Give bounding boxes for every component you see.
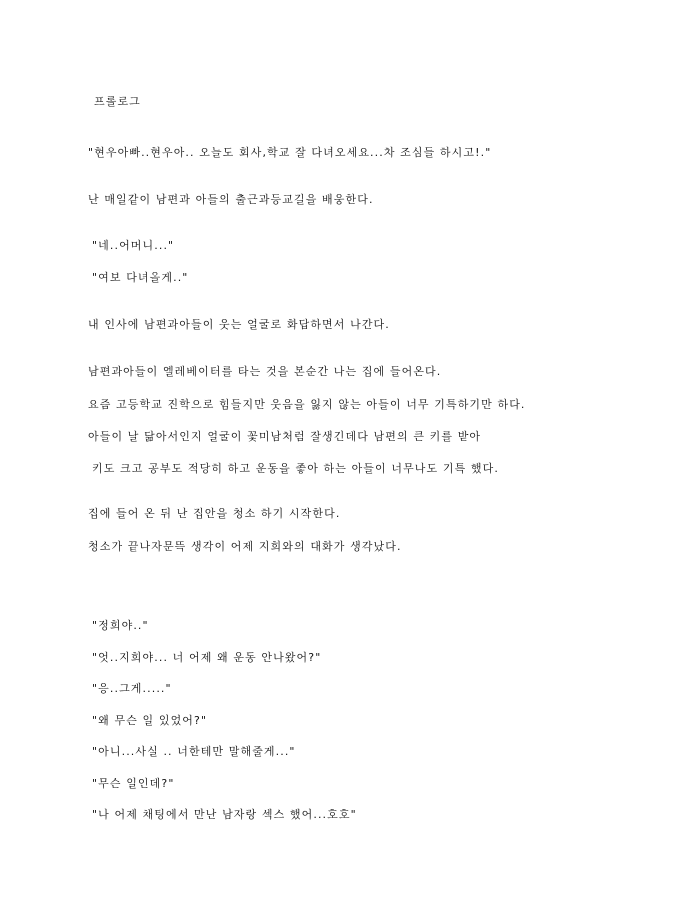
dialogue-line: "왜 무슨 일 있었어?"	[92, 714, 208, 727]
dialogue-line: "응..그게....."	[92, 682, 172, 695]
dialogue-line: "아니...사실 .. 너한테만 말해줄게..."	[92, 745, 296, 758]
paragraph: "현우아빠..현우아.. 오늘도 회사,학교 잘 다녀오세요...차 조심들 하시고!."	[88, 146, 492, 159]
paragraph: "네..어머니..."	[92, 239, 175, 252]
paragraph: 남편과아들이 엘레베이터를 타는 것을 본순간 나는 집에 들어온다.	[88, 365, 442, 378]
paragraph: 키도 크고 공부도 적당히 하고 운동을 좋아 하는 아들이 너무나도 기특 했다.	[92, 462, 499, 475]
paragraph: 아들이 날 닮아서인지 얼굴이 꽃미남처럼 잘생긴데다 남편의 큰 키를 받아	[88, 430, 482, 443]
document-title: 프롤로그	[94, 95, 141, 108]
paragraph: 청소가 끝나자문뜩 생각이 어제 지희와의 대화가 생각났다.	[88, 540, 402, 553]
paragraph: "여보 다녀올게.."	[92, 271, 189, 284]
paragraph: 난 매일같이 남편과 아들의 출근과등교길을 배웅한다.	[88, 193, 374, 206]
dialogue-line: "무슨 일인데?"	[92, 777, 175, 790]
dialogue-line: "정희야.."	[92, 619, 149, 632]
paragraph: 요즘 고등학교 진학으로 힘들지만 웃음을 잃지 않는 아들이 너무 기특하기만 하다.	[88, 398, 526, 411]
dialogue-line: "나 어제 채팅에서 만난 남자랑 섹스 했어...호호"	[92, 808, 357, 821]
paragraph: 집에 들어 온 뒤 난 집안을 청소 하기 시작한다.	[88, 507, 341, 520]
dialogue-line: "엇..지희야... 너 어제 왜 운동 안나왔어?"	[92, 651, 322, 664]
paragraph: 내 인사에 남편과아들이 웃는 얼굴로 화답하면서 나간다.	[88, 318, 390, 331]
